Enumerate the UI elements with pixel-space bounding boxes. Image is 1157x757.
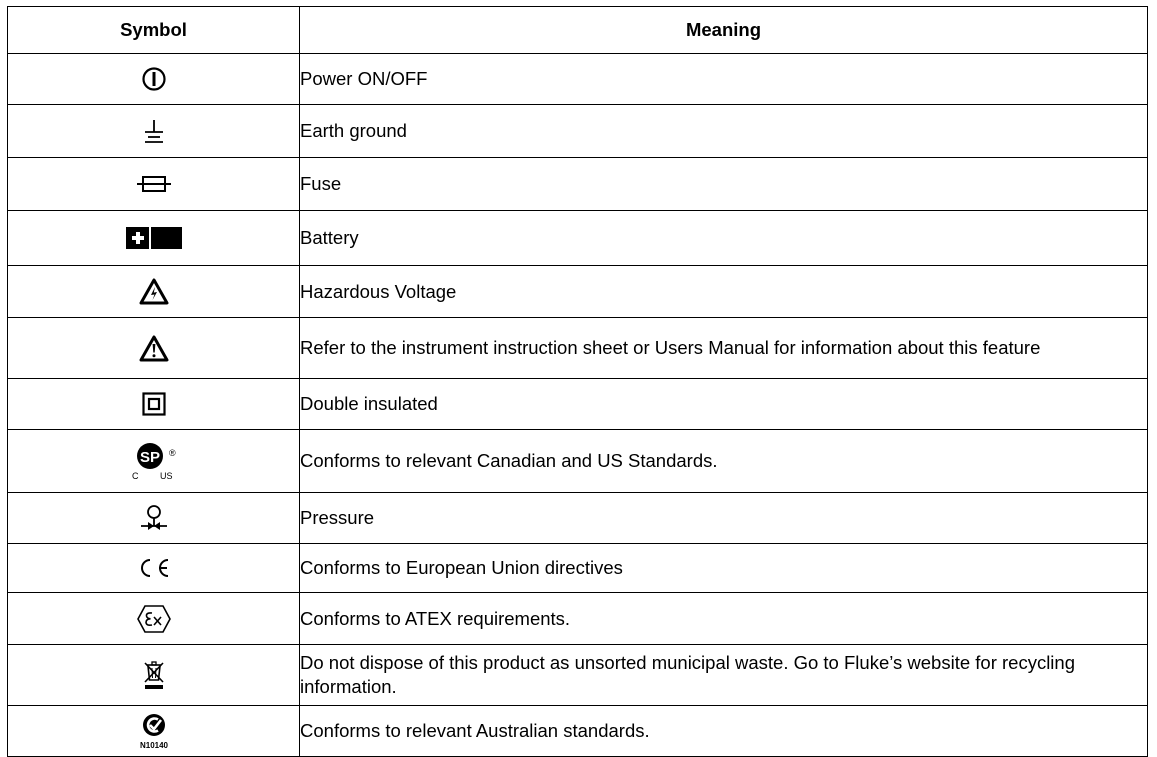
symbol-column-header: Symbol — [8, 7, 300, 54]
svg-text:®: ® — [168, 448, 176, 458]
table-row — [8, 211, 1148, 266]
meaning-cell: Do not dispose of this product as unsorted municipal waste. Go to Fluke’s website for recycling information. — [300, 645, 1148, 706]
table-row — [8, 645, 1148, 706]
meaning-cell: Hazardous Voltage — [300, 266, 1148, 318]
symbol-cell — [8, 493, 300, 544]
pressure-icon — [139, 504, 169, 532]
warning-triangle-icon — [139, 335, 169, 362]
symbols-table — [7, 6, 1148, 757]
symbol-cell — [8, 645, 300, 706]
svg-text:US: US — [159, 471, 173, 481]
table-row — [8, 706, 1148, 757]
meaning-cell: Conforms to relevant Canadian and US Standards. — [300, 430, 1148, 493]
table-row — [8, 54, 1148, 105]
table-row — [8, 593, 1148, 645]
symbol-cell — [8, 266, 300, 318]
earth-ground-icon — [142, 118, 166, 144]
power-on-off-icon — [141, 66, 167, 92]
svg-text:SP: SP — [139, 449, 160, 466]
symbol-cell — [8, 544, 300, 593]
svg-text:N10140: N10140 — [139, 741, 168, 750]
meaning-cell: Conforms to European Union directives — [300, 544, 1148, 593]
hazardous-voltage-icon — [139, 278, 169, 305]
meaning-cell: Power ON/OFF — [300, 54, 1148, 105]
symbol-cell — [8, 593, 300, 645]
ce-mark-icon — [137, 557, 171, 579]
symbol-cell — [8, 430, 300, 493]
table-row — [8, 493, 1148, 544]
table-row — [8, 158, 1148, 211]
meaning-cell: Fuse — [300, 158, 1148, 211]
symbol-cell — [8, 706, 300, 757]
atex-ex-icon — [137, 605, 171, 633]
table-row — [8, 544, 1148, 593]
c-tick-icon — [131, 711, 177, 751]
meaning-column-header: Meaning — [300, 7, 1148, 54]
svg-text:C: C — [131, 471, 138, 481]
symbol-cell — [8, 158, 300, 211]
table-row — [8, 266, 1148, 318]
table-row — [8, 105, 1148, 158]
meaning-cell: Earth ground — [300, 105, 1148, 158]
symbol-cell — [8, 379, 300, 430]
table-row — [8, 318, 1148, 379]
csa-mark-icon — [128, 441, 180, 481]
meaning-cell: Conforms to relevant Australian standards. — [300, 706, 1148, 757]
symbol-cell — [8, 54, 300, 105]
meaning-cell: Pressure — [300, 493, 1148, 544]
symbol-cell — [8, 211, 300, 266]
weee-crossed-bin-icon — [142, 660, 166, 690]
meaning-cell: Battery — [300, 211, 1148, 266]
symbol-cell — [8, 318, 300, 379]
symbol-cell — [8, 105, 300, 158]
meaning-cell: Double insulated — [300, 379, 1148, 430]
meaning-cell: Conforms to ATEX requirements. — [300, 593, 1148, 645]
double-insulated-icon — [142, 392, 166, 416]
table-row — [8, 379, 1148, 430]
table-row — [8, 430, 1148, 493]
meaning-cell: Refer to the instrument instruction sheet or Users Manual for information about this feature — [300, 318, 1148, 379]
table-header-row — [8, 7, 1148, 54]
battery-icon — [126, 227, 182, 249]
fuse-icon — [137, 175, 171, 193]
